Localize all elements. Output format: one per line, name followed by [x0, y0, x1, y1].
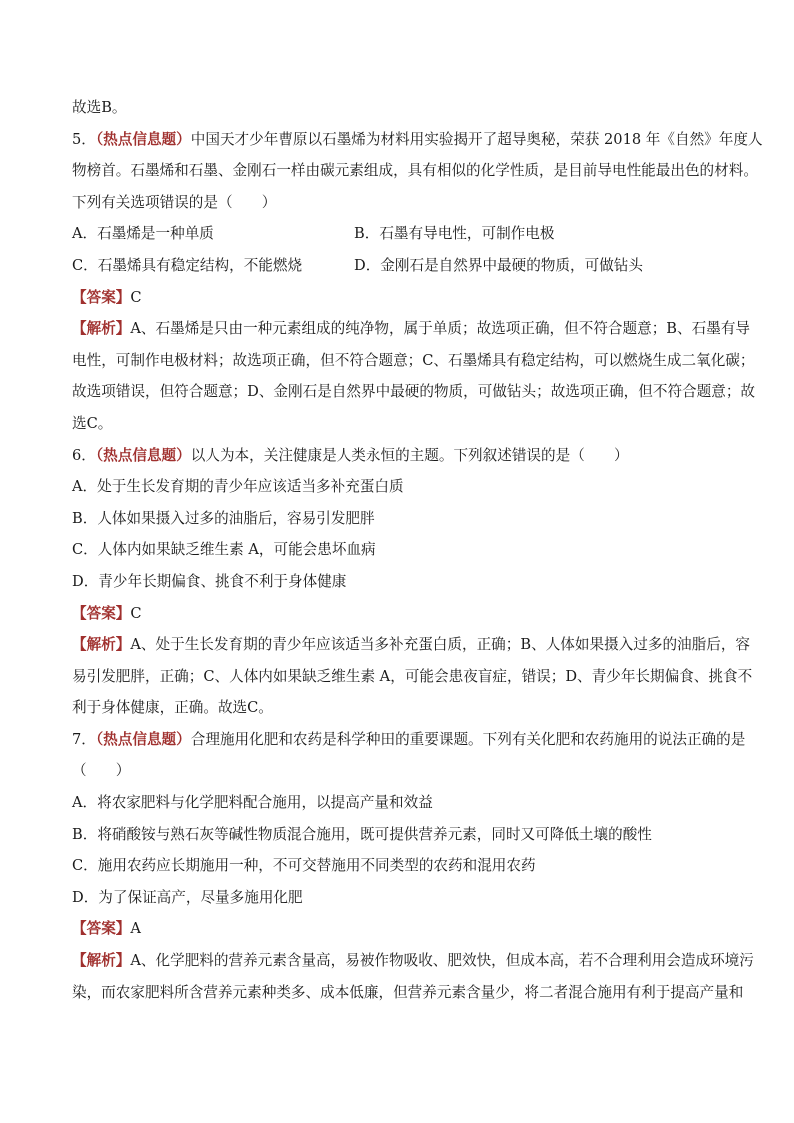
question-number: 7． — [72, 730, 96, 748]
question-tag: （热点信息题） — [95, 730, 191, 748]
prev-conclusion — [72, 92, 724, 124]
answer-label: 【答案】 — [72, 604, 131, 622]
explanation-text: A、处于生长发育期的青少年应该适当多补充蛋白质，正确；B、人体如果摄入过多的油脂后，容 — [130, 636, 751, 654]
explanation-text: 电性，可制作电极材料；故选项正确，但不符合题意；C、石墨烯具有稳定结构，可以燃烧生成二氧化碳； — [72, 351, 755, 369]
option-text: C．人体内如果缺乏维生素 A，可能会患坏血病 — [72, 541, 376, 559]
explanation-text: 故选项错误，但符合题意；D、金刚石是自然界中最硬的物质，可做钻头；故选项正确，但不符合题意；故 — [72, 383, 756, 401]
question-text: 合理施用化肥和农药是科学种田的重要课题。下列有关化肥和农药施用的说法正确的是 — [190, 730, 746, 748]
explanation-line — [72, 376, 756, 408]
answer-line — [72, 282, 724, 314]
explanation-line — [72, 408, 724, 440]
answer-line — [72, 913, 724, 945]
explanation-text: 利于身体健康，正确。故选C。 — [72, 699, 273, 717]
answer-value: A — [130, 920, 141, 938]
explanation-line — [72, 945, 754, 977]
explanation-label: 【解析】 — [72, 636, 131, 654]
option-d: D．金刚石是自然界中最硬的物质，可做钻头 — [354, 256, 643, 274]
question-text: 中国天才少年曹原以石墨烯为材料用实验揭开了超导奥秘，荣获 2018 年《自然》年度人 — [190, 130, 763, 148]
explanation-line — [72, 313, 751, 345]
answer-value: C — [130, 288, 142, 306]
option-text: B．人体如果摄入过多的油脂后，容易引发肥胖 — [72, 509, 375, 527]
explanation-line — [72, 661, 753, 693]
question-5 — [72, 124, 763, 440]
text: 故选B。 — [72, 99, 127, 116]
question-tag: （热点信息题） — [95, 446, 191, 464]
option-a: A．石墨烯是一种单质 — [72, 225, 214, 243]
option-text: D．为了保证高产，尽量多施用化肥 — [72, 888, 303, 906]
question-stem-line — [72, 440, 724, 472]
option-a — [72, 787, 724, 819]
explanation-label: 【解析】 — [72, 952, 131, 970]
answer-line — [72, 598, 724, 630]
option-c — [72, 850, 724, 882]
option-a — [72, 471, 724, 503]
explanation-line — [72, 345, 755, 377]
question-text: 物榜首。石墨烯和石墨、金刚石一样由碳元素组成，具有相似的化学性质，是目前导电性能最出色的材料。 — [72, 162, 758, 180]
question-number: 6． — [72, 446, 96, 464]
answer-value: C — [130, 604, 142, 622]
option-d — [72, 566, 724, 598]
explanation-text: A、石墨烯是只由一种元素组成的纯净物，属于单质；故选项正确，但不符合题意；B、石墨有导 — [130, 320, 751, 338]
options-row — [72, 218, 724, 250]
answer-label: 【答案】 — [72, 288, 131, 306]
option-text: B．将硝酸铵与熟石灰等碱性物质混合施用，既可提供营养元素，同时又可降低土壤的酸性 — [72, 825, 652, 843]
question-stem-line — [72, 187, 724, 219]
option-b: B．石墨有导电性，可制作电极 — [354, 225, 555, 243]
option-text: A．将农家肥料与化学肥料配合施用，以提高产量和效益 — [72, 794, 433, 812]
option-d — [72, 882, 724, 914]
explanation-line — [72, 629, 751, 661]
explanation-text: 染，而农家肥料所含营养元素种类多、成本低廉，但营养元素含量少，将二者混合施用有利于提高产量和 — [72, 983, 744, 1001]
explanation-line — [72, 977, 744, 1009]
answer-label: 【答案】 — [72, 920, 131, 938]
question-tag: （热点信息题） — [95, 130, 191, 148]
question-stem-line — [72, 155, 758, 187]
option-text: C．施用农药应长期施用一种，不可交替施用不同类型的农药和混用农药 — [72, 857, 536, 875]
explanation-text: 选C。 — [72, 414, 113, 432]
question-stem-line — [72, 724, 746, 756]
question-6 — [72, 440, 753, 724]
option-text: A．处于生长发育期的青少年应该适当多补充蛋白质 — [72, 478, 404, 496]
option-b — [72, 503, 724, 535]
option-text: D．青少年长期偏食、挑食不利于身体健康 — [72, 572, 347, 590]
question-text: 下列有关选项错误的是（ ） — [72, 193, 277, 211]
explanation-label: 【解析】 — [72, 320, 131, 338]
question-stem-line — [72, 755, 724, 787]
question-stem-line — [72, 124, 763, 156]
question-7 — [72, 724, 754, 1008]
question-text: 以人为本，关注健康是人类永恒的主题。下列叙述错误的是（ ） — [190, 446, 629, 464]
option-c: C．石墨烯具有稳定结构，不能燃烧 — [72, 256, 303, 274]
options-row — [72, 250, 724, 282]
option-b — [72, 819, 724, 851]
document-page — [72, 92, 763, 1008]
explanation-line — [72, 692, 724, 724]
explanation-text: A、化学肥料的营养元素含量高，易被作物吸收、肥效快，但成本高，若不合理利用会造成环境污 — [130, 952, 754, 970]
question-text: （ ） — [72, 762, 131, 780]
option-c — [72, 534, 724, 566]
question-number: 5． — [72, 130, 96, 148]
explanation-text: 易引发肥胖，正确；C、人体内如果缺乏维生素 A，可能会患夜盲症，错误；D、青少年长期偏食、挑食不 — [72, 667, 753, 685]
